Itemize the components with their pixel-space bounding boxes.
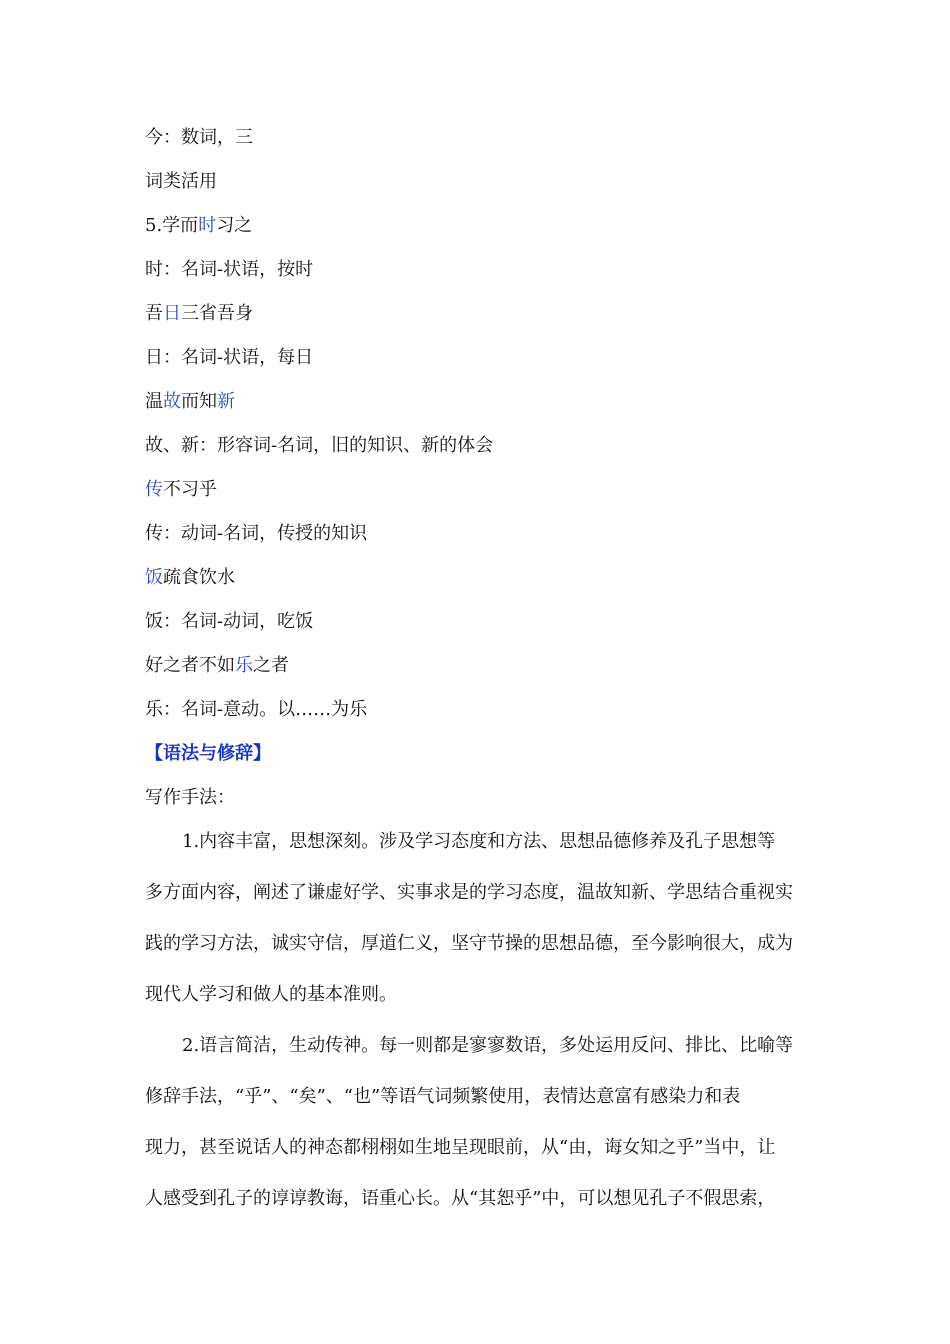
text-line (145, 654, 289, 678)
text-span: 吾 (145, 303, 163, 324)
highlighted-char: 时 (198, 215, 217, 236)
text-line (145, 566, 235, 590)
text-span: 疏食饮水 (163, 567, 235, 588)
paragraph-1 (145, 830, 809, 1034)
text-span: 之者 (253, 655, 289, 676)
text-span: 不习乎 (163, 479, 217, 500)
paragraph-row: 现代人学习和做人的基本准则。 (145, 984, 397, 1005)
text-span: 词类活用 (145, 171, 217, 192)
paragraph-row: 人感受到孔子的谆谆教诲，语重心长。从“其恕乎”中，可以想见孔子不假思索， (145, 1188, 776, 1209)
text-line (145, 126, 253, 150)
text-line (145, 258, 313, 282)
text-line (145, 390, 235, 414)
text-line (145, 698, 367, 722)
text-line (145, 478, 217, 502)
paragraph-row: 1.内容丰富，思想深刻。涉及学习态度和方法、思想品德修养及孔子思想等 (182, 831, 776, 852)
highlighted-char: 饭 (145, 567, 163, 588)
paragraph-2 (145, 1034, 809, 1238)
text-span: 故、新：形容词-名词，旧的知识、新的体会 (145, 435, 494, 456)
text-line (145, 170, 217, 194)
text-span: 温 (145, 391, 163, 412)
text-span: 习之 (216, 215, 253, 236)
text-line (145, 346, 313, 370)
text-span: 传：动词-名词，传授的知识 (145, 523, 368, 544)
text-span: 三省吾身 (181, 303, 253, 324)
text-span: 今：数词，三 (145, 127, 253, 148)
text-span: 乐：名词-意动。以……为乐 (145, 699, 368, 720)
highlighted-char: 日 (163, 303, 181, 324)
text-span: 时：名词-状语，按时 (145, 259, 314, 280)
highlighted-char: 乐 (235, 655, 253, 676)
section-heading: 【语法与修辞】 (145, 743, 271, 764)
text-line (145, 522, 367, 546)
highlighted-char: 传 (145, 479, 163, 500)
text-span: 饭：名词-动词，吃饭 (145, 611, 314, 632)
sub-heading: 写作手法： (145, 787, 235, 808)
paragraph-row: 修辞手法，“乎”、“矣”、“也”等语气词频繁使用，表情达意富有感染力和表 (145, 1086, 741, 1107)
paragraph-row: 多方面内容，阐述了谦虚好学、实事求是的学习态度，温故知新、学思结合重视实 (145, 882, 793, 903)
text-span: 5.学而 (145, 215, 199, 236)
text-span: 好之者不如 (145, 655, 235, 676)
text-span: 日：名词-状语，每日 (145, 347, 314, 368)
text-line (145, 610, 313, 634)
highlighted-char: 故 (163, 391, 181, 412)
paragraph-row: 2.语言简洁，生动传神。每一则都是寥寥数语，多处运用反问、排比、比喻等 (182, 1035, 794, 1056)
text-line (145, 434, 493, 458)
text-line (145, 214, 252, 238)
text-span: 而知 (181, 391, 217, 412)
text-line (145, 302, 253, 326)
paragraph-row: 现力，甚至说话人的神态都栩栩如生地呈现眼前，从“由，诲女知之乎”当中，让 (145, 1137, 776, 1158)
paragraph-row: 践的学习方法，诚实守信，厚道仁义，坚守节操的思想品德，至今影响很大，成为 (145, 933, 793, 954)
highlighted-char: 新 (217, 391, 235, 412)
